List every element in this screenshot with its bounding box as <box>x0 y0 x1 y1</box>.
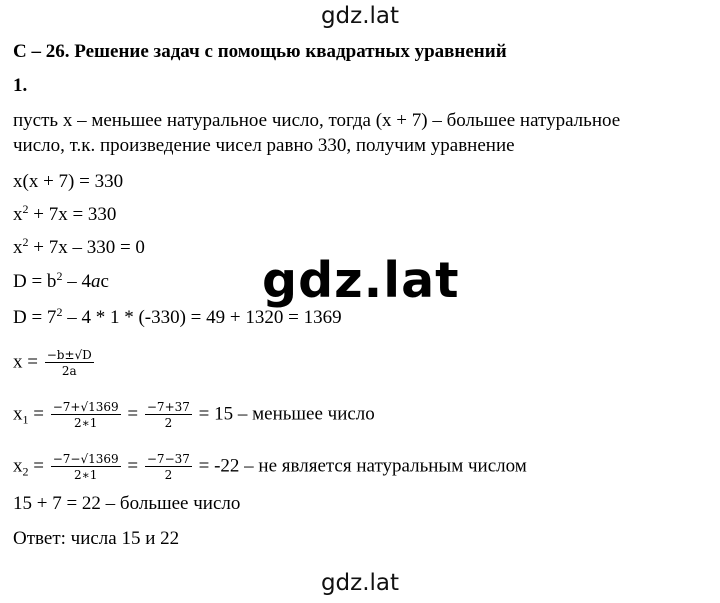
discriminant-calculation: $D = 7^2 - 4 * 1 * (-330) = 49 + 1320 = 1369$ <box>13 305 342 328</box>
root-1-fraction-a: $\frac{-7+√1369}{2∗1}$ <box>52 400 119 430</box>
paragraph-line-1: пусть x – меньшее натуральное число, тогда (x + 7) – большее натуральное <box>13 110 621 131</box>
root-2-fraction-b: $\frac{-7-37}{2}$ <box>146 452 190 482</box>
task-number: 1. <box>13 75 28 96</box>
equation-2: $x^2 + 7x = 330$ <box>13 202 117 225</box>
watermark-center: gdz.lat <box>262 252 460 309</box>
section-title: С – 26. Решение задач с помощью квадратных уравнений <box>13 41 507 62</box>
roots-fraction: $\frac{-b\pm√D}{2a}$ <box>46 348 92 378</box>
roots-formula: x = $\frac{-b\pm√D}{2a}$ <box>13 348 92 378</box>
root-2-fraction-a: $\frac{-7-√1369}{2∗1}$ <box>52 452 119 482</box>
answer: Ответ: числа 15 и 22 <box>13 528 180 549</box>
equation-1: x(x + 7) = 330 <box>13 171 124 192</box>
root-1-fraction-b: $\frac{-7+37}{2}$ <box>146 400 190 430</box>
watermark-bottom: gdz.lat <box>320 570 400 596</box>
equation-3: $x^2 + 7x - 330 = 0$ <box>13 235 145 258</box>
watermark-top: gdz.lat <box>320 3 400 29</box>
larger-number-calculation: 15 + 7 = 22 – большее число <box>13 493 241 514</box>
paragraph-line-2: число, т.к. произведение чисел равно 330, получим уравнение <box>13 135 515 156</box>
root-1-calculation: $x_1$ = $\frac{-7+√1369}{2∗1}$ = $\frac{-7+37}{2}$ = 15 – меньшее число <box>13 400 375 430</box>
discriminant-formula: $D = b^2 - 4ac$ <box>13 269 109 292</box>
root-2-calculation: $x_2$ = $\frac{-7-√1369}{2∗1}$ = $\frac{-7-37}{2}$ = -22 – не является натуральным числом <box>13 452 527 482</box>
